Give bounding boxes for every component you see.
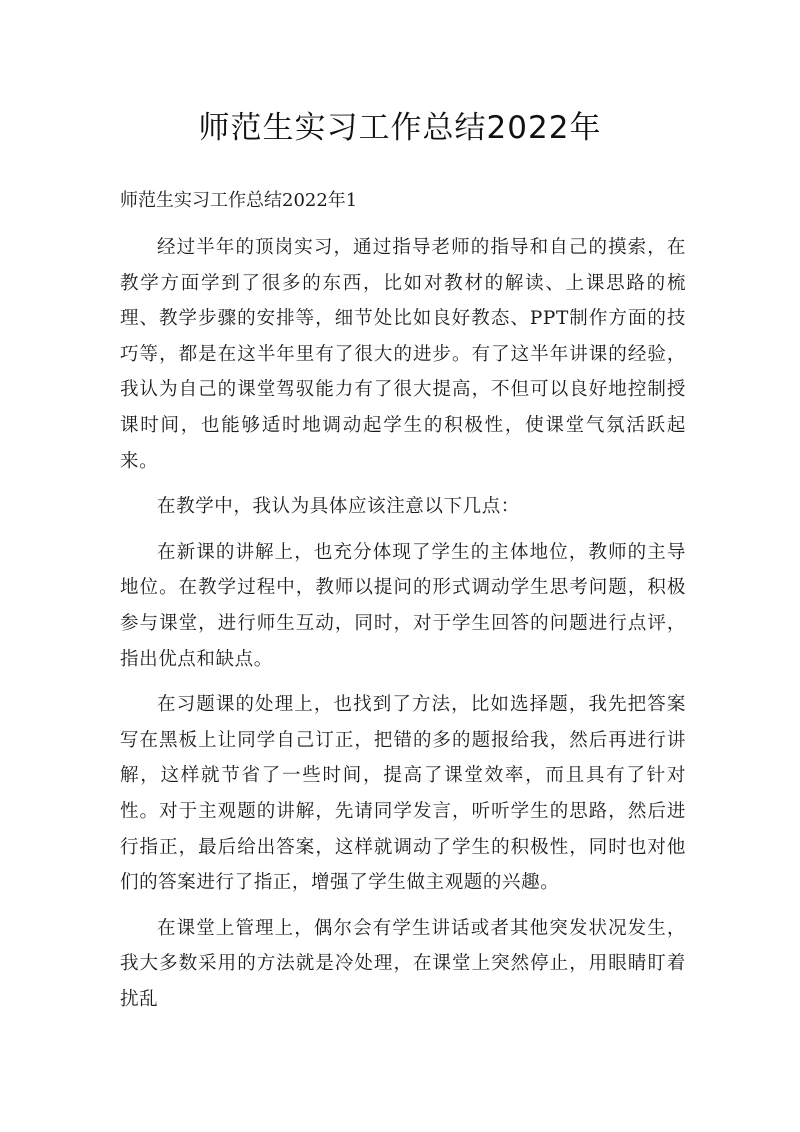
paragraph-4: 在习题课的处理上，也找到了方法，比如选择题，我先把答案写在黑板上让同学自己订正，把错的多的题报给我，然后再进行讲解，这样就节省了一些时间，提高了课堂效率，而且具有了针对性。对于主观题的讲解，先请同学发言，听听学生的思路，然后进行指正，最后给出答案，这样就调动了学生的积极性，同时也对他们的答案进行了指正，增强了学生做主观题的兴趣。 bbox=[120, 694, 686, 894]
document-body bbox=[120, 230, 686, 1027]
document-title: 师范生实习工作总结2022年 bbox=[198, 110, 602, 146]
paragraph-2: 在教学中，我认为具体应该注意以下几点： bbox=[157, 496, 520, 518]
paragraph-3: 在新课的讲解上，也充分体现了学生的主体地位，教师的主导地位。在教学过程中，教师以提问的形式调动学生思考问题，积极参与课堂，进行师生互动，同时，对于学生回答的问题进行点评，指出优点和缺点。 bbox=[120, 541, 686, 670]
paragraph-1: 经过半年的顶岗实习，通过指导老师的指导和自己的摸索，在教学方面学到了很多的东西，比如对教材的解读、上课思路的梳理、教学步骤的安排等，细节处比如良好教态、PPT制作方面的技巧等，都是在这半年里有了很大的进步。有了这半年讲课的经验，我认为自己的课堂驾驭能力有了很大提高，不但可以良好地控制授课时间，也能够适时地调动起学生的积极性，使课堂气氛活跃起来。 bbox=[120, 237, 686, 472]
paragraph-5: 在课堂上管理上，偶尔会有学生讲话或者其他突发状况发生，我大多数采用的方法就是冷处理，在课堂上突然停止，用眼睛盯着扰乱 bbox=[120, 917, 686, 1010]
document-subtitle: 师范生实习工作总结2022年1 bbox=[120, 190, 358, 211]
